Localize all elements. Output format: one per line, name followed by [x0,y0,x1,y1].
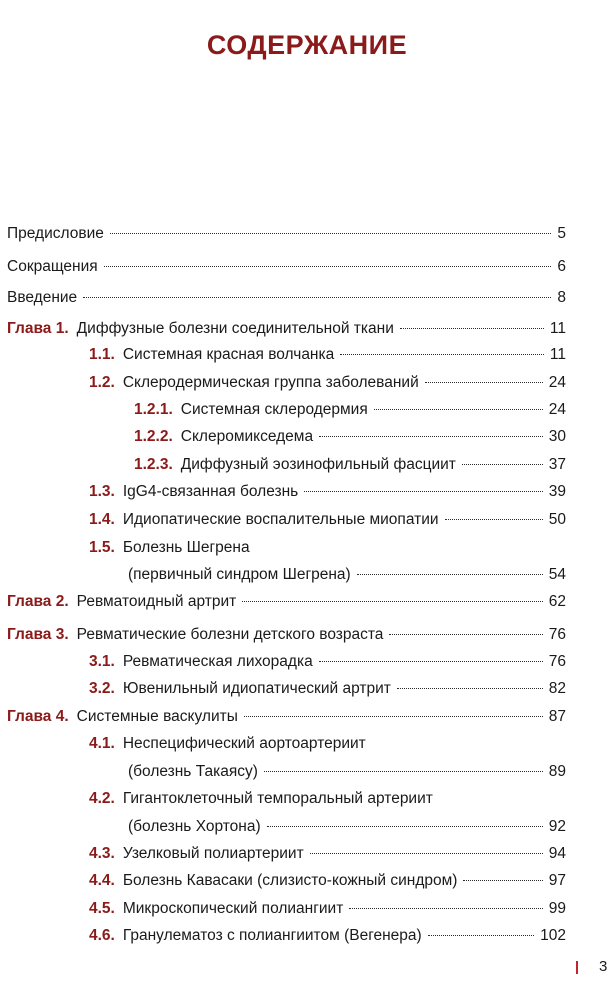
toc-entry-text: Диффузный эозинофильный фасциит [180,456,456,473]
toc-section-entry[interactable] [89,650,566,674]
dot-leader [110,233,552,234]
toc-section-entry[interactable] [89,842,566,866]
toc-entry-page: 8 [557,289,566,306]
chapter-number: Глава 4. [7,708,69,725]
toc-entry-text: Гранулематоз с полиангиитом (Вегенера) [122,927,422,944]
dot-leader [304,491,543,492]
toc-entry-page: 92 [548,818,566,835]
toc-entry-page: 97 [548,872,566,889]
section-number: 3.2. [89,680,115,697]
toc-entry-text: Системная красная волчанка [122,346,335,363]
toc-entry-text: Узелковый полиартериит [122,845,304,862]
toc-chapter-entry[interactable] [7,317,566,341]
subsection-number: 1.2.1. [134,401,173,418]
dot-leader [357,574,543,575]
dot-leader [242,601,543,602]
dot-leader [340,354,544,355]
toc-section-entry[interactable] [89,480,566,504]
toc-chapter-entry[interactable] [7,705,566,729]
section-number: 4.1. [89,735,115,752]
toc-entry-text: IgG4-связанная болезнь [122,483,299,500]
toc-section-entry[interactable] [89,732,566,756]
toc-entry-text: Предисловие [7,225,104,242]
toc-entry[interactable] [7,286,566,310]
subsection-number: 1.2.3. [134,456,173,473]
toc-chapter-entry[interactable] [7,623,566,647]
page-title: СОДЕРЖАНИЕ [206,30,408,60]
toc-entry-text: Ревматическая лихорадка [122,653,313,670]
toc-entry-text: Системная склеродермия [180,401,368,418]
toc-subsection-entry[interactable] [134,398,566,422]
toc-section-entry[interactable] [89,677,566,701]
section-number: 1.5. [89,539,115,556]
dot-leader [462,464,543,465]
toc-entry-page: 24 [548,401,566,418]
toc-entry-text: Болезнь Кавасаки (слизисто-кожный синдром) [122,872,458,889]
dot-leader [389,634,542,635]
toc-continuation-entry[interactable] [128,815,566,839]
chapter-number: Глава 1. [7,320,69,337]
toc-entry-page: 11 [549,346,566,363]
section-number: 1.2. [89,374,115,391]
dot-leader [463,880,542,881]
toc-entry-page: 76 [548,626,566,643]
toc-entry-text: (болезнь Хортона) [128,818,261,835]
toc-section-entry[interactable] [89,869,566,893]
chapter-number: Глава 3. [7,626,69,643]
dot-leader [349,908,542,909]
toc-entry-page: 87 [548,708,566,725]
section-number: 1.1. [89,346,115,363]
toc-entry-text: Ювенильный идиопатический артрит [122,680,391,697]
toc-chapter-entry[interactable] [7,590,566,614]
toc-entry-text: Ревматические болезни детского возраста [76,626,384,643]
footer-page-number: 3 [599,958,608,975]
toc-entry-page: 99 [548,900,566,917]
toc-entry-page: 6 [557,258,566,275]
dot-leader [267,826,543,827]
toc-entry-page: 94 [548,845,566,862]
footer-divider-bar [576,961,578,974]
toc-entry-text: Введение [7,289,78,306]
toc-entry-page: 30 [548,428,566,445]
toc-entry-page: 11 [549,320,566,337]
toc-entry-text: Диффузные болезни соединительной ткани [76,320,394,337]
dot-leader [428,935,534,936]
toc-section-entry[interactable] [89,371,566,395]
toc-entry-text: Склеромикседема [180,428,314,445]
section-number: 4.2. [89,790,115,807]
toc-entry-text: Неспецифический аортоартериит [122,735,366,752]
toc-entry-text: (первичный синдром Шегрена) [128,566,351,583]
toc-section-entry[interactable] [89,897,566,921]
toc-entry-page: 39 [548,483,566,500]
toc-entry-page: 82 [548,680,566,697]
dot-leader [400,328,544,329]
section-number: 1.3. [89,483,115,500]
toc-entry-text: Идиопатические воспалительные миопатии [122,511,439,528]
toc-entry[interactable] [7,255,566,279]
toc-continuation-entry[interactable] [128,563,566,587]
dot-leader [397,688,543,689]
toc-entry-text: (болезнь Такаясу) [128,763,258,780]
section-number: 4.3. [89,845,115,862]
dot-leader [319,436,543,437]
dot-leader [310,853,543,854]
dot-leader [425,382,543,383]
toc-entry-page: 24 [548,374,566,391]
toc-section-entry[interactable] [89,787,566,811]
toc-entry-text: Гигантоклеточный темпоральный артериит [122,790,433,807]
dot-leader [445,519,543,520]
toc-subsection-entry[interactable] [134,453,566,477]
toc-entry-text: Болезнь Шегрена [122,539,250,556]
toc-entry-page: 89 [548,763,566,780]
section-number: 1.4. [89,511,115,528]
chapter-number: Глава 2. [7,593,69,610]
toc-subsection-entry[interactable] [134,425,566,449]
toc-entry-text: Микроскопический полиангиит [122,900,344,917]
subsection-number: 1.2.2. [134,428,173,445]
dot-leader [374,409,543,410]
toc-entry-page: 76 [548,653,566,670]
dot-leader [83,297,551,298]
toc-entry-page: 5 [557,225,566,242]
toc-entry-page: 62 [548,593,566,610]
section-number: 4.6. [89,927,115,944]
toc-continuation-entry[interactable] [128,760,566,784]
section-number: 4.5. [89,900,115,917]
dot-leader [319,661,543,662]
section-number: 3.1. [89,653,115,670]
toc-section-entry[interactable] [89,924,566,948]
toc-entry-text: Сокращения [7,258,98,275]
toc-section-entry[interactable] [89,508,566,532]
toc-section-entry[interactable] [89,343,566,367]
toc-entry-text: Склеродермическая группа заболеваний [122,374,419,391]
toc-entry-page: 37 [548,456,566,473]
toc-entry-text: Системные васкулиты [76,708,238,725]
toc-section-entry[interactable] [89,536,566,560]
toc-entry-page: 50 [548,511,566,528]
dot-leader [104,266,552,267]
toc-entry-page: 102 [540,927,566,944]
toc-entry-text: Ревматоидный артрит [76,593,237,610]
toc-entry-page: 54 [548,566,566,583]
toc-entry[interactable] [7,222,566,246]
dot-leader [244,716,543,717]
section-number: 4.4. [89,872,115,889]
dot-leader [264,771,543,772]
